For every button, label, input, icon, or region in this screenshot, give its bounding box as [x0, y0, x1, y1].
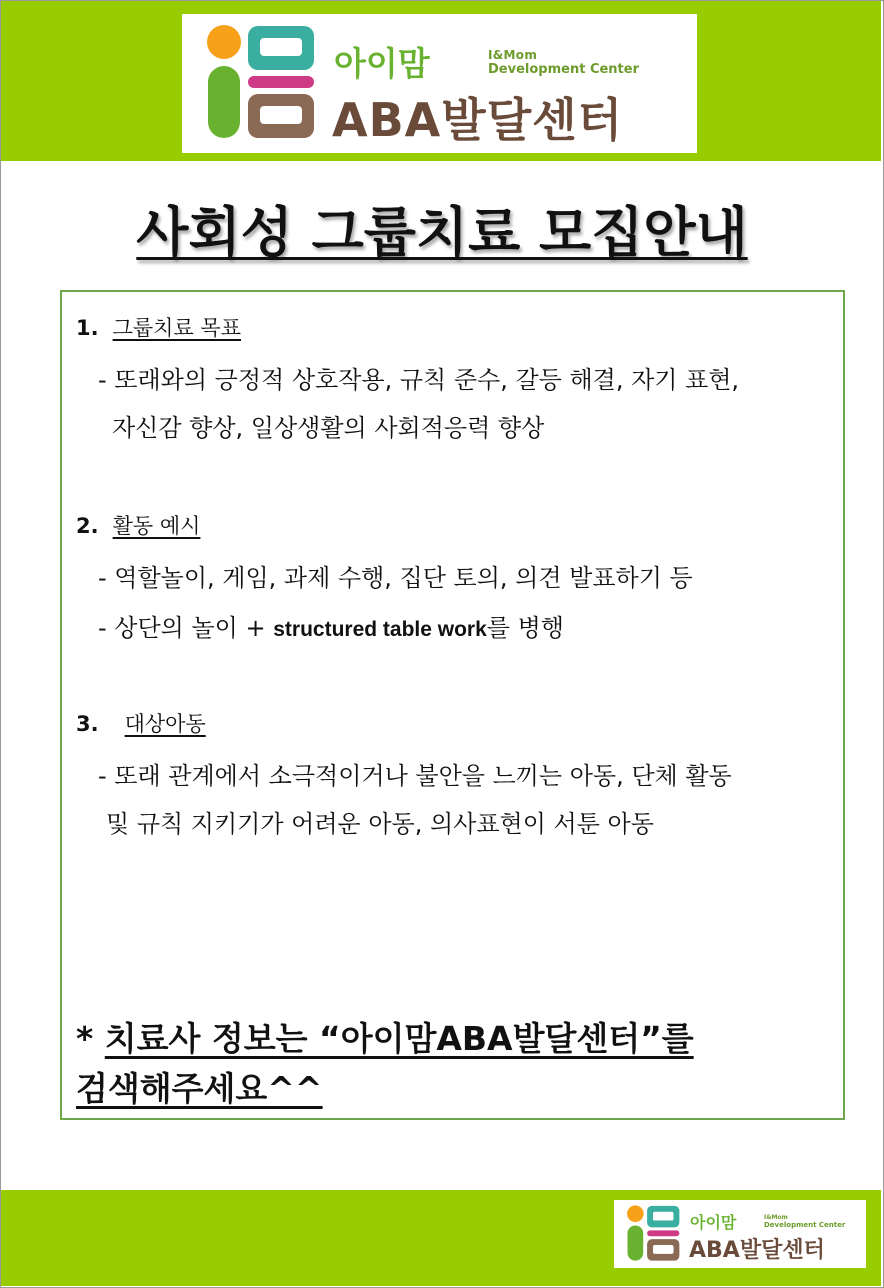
section-heading-target [76, 708, 206, 738]
header-logo [182, 14, 697, 153]
section-line-mixed [98, 608, 564, 643]
section-line: - 또래 관계에서 소극적이거나 불안을 느끼는 아동, 단체 활동 [98, 762, 732, 790]
page-title: 사회성 그룹치료 모집안내 [136, 201, 748, 264]
section-number: 3. [76, 712, 99, 736]
note-star: * [76, 1019, 94, 1058]
note-line1: 치료사 정보는 “아이맘ABA발달센터”를 [104, 1019, 694, 1058]
logo-korean-small: 아이맘 [334, 44, 430, 83]
section-line: - 또래와의 긍정적 상호작용, 규칙 준수, 갈등 해결, 자기 표현, [98, 366, 740, 394]
logo-korean-big: ABA발달센터 [332, 93, 624, 147]
mixed-prefix: - 상단의 놀이 + [98, 614, 274, 642]
mixed-suffix: 를 병행 [486, 614, 564, 642]
logo-korean-big: ABA발달센터 [689, 1238, 825, 1263]
footer-logo [614, 1200, 866, 1268]
logo-english-line2: Development Center [488, 62, 640, 77]
logo-korean-small: 아이맘 [690, 1213, 737, 1232]
section-heading-activities [76, 510, 200, 540]
logo-english-line2: Development Center [764, 1221, 846, 1229]
section-heading-text: 대상아동 [124, 712, 206, 736]
section-heading-text: 활동 예시 [112, 514, 201, 538]
search-note [76, 1014, 816, 1114]
content-box [60, 290, 845, 1120]
section-line: - 역할놀이, 게임, 과제 수행, 집단 토의, 의견 발표하기 등 [98, 564, 693, 592]
logo-english-line1: I&Mom [764, 1214, 788, 1221]
section-line: 및 규칙 지키기가 어려운 아동, 의사표현이 서툰 아동 [106, 810, 654, 838]
mixed-english: structured table work [273, 618, 487, 641]
section-number: 1. [76, 316, 99, 340]
logo-english-line1: I&Mom [488, 48, 538, 62]
logo-mark-icon [614, 1200, 689, 1268]
note-line2: 검색해주세요^^ [76, 1069, 323, 1108]
section-line: 자신감 향상, 일상생활의 사회적응력 향상 [112, 414, 545, 442]
section-heading-goal [76, 312, 241, 342]
section-heading-text: 그룹치료 목표 [112, 316, 241, 340]
section-number: 2. [76, 514, 99, 538]
logo-mark-icon [182, 14, 332, 153]
